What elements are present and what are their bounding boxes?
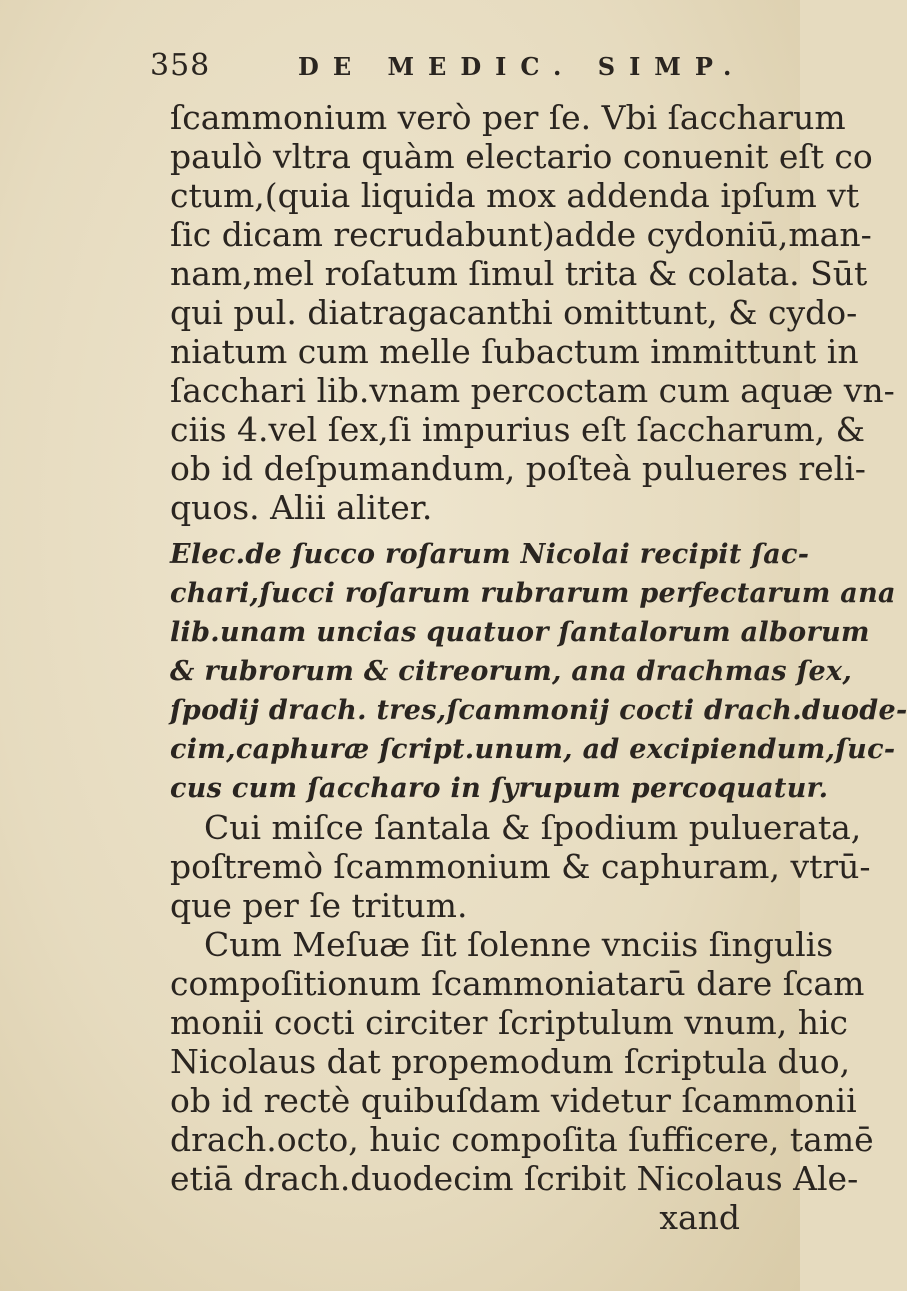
recipe-line: & rubrorum & citreorum, ana drachmas ſex, [170,656,853,687]
text-line: drach.octo, huic compoſita ſufficere, tamē [170,1120,874,1159]
spacer [170,527,770,535]
text-line: Cum Meſuæ ſit ſolenne vnciis ſingulis [204,925,834,964]
text-line: ctum,(quia liquida mox addenda ipſum vt [170,176,860,215]
paragraph-1 [170,98,895,527]
text-line: que per ſe tritum. [170,886,468,925]
text-line: Nicolaus dat propemodum ſcriptula duo, [170,1042,851,1081]
text-line: ſacchari lib.vnam percoctam cum aquæ vn- [170,371,895,410]
recipe-line: ſpodij drach. tres,ſcammonij cocti drach.duode- [170,695,907,726]
text-line: paulò vltra quàm electario conuenit eſt co [170,137,873,176]
page-header [150,48,746,88]
text-line: ob id deſpumandum, poſteà pulueres reli- [170,449,866,488]
recipe-paragraph [170,535,907,808]
text-line: poſtremò ſcammonium & caphuram, vtrū- [170,847,871,886]
running-title: DE MEDIC. SIMP. [298,52,746,81]
paragraph-2 [170,808,871,925]
body-text [170,98,907,1237]
text-line: etiā drach.duodecim ſcribit Nicolaus Ale- [170,1159,859,1198]
paragraph-3 [170,925,874,1198]
recipe-line: cim,caphuræ ſcript.unum, ad excipiendum,ſuc- [170,734,896,765]
text-line: compoſitionum ſcammoniatarū dare ſcam [170,964,865,1003]
text-line: ſic dicam recrudabunt)adde cydoniū,man- [170,215,872,254]
recipe-line: cus cum ſaccharo in ſyrupum percoquatur. [170,773,829,804]
recipe-line: Elec.de ſucco roſarum Nicolai recipit ſac- [170,539,810,570]
text-line: ob id rectè quibuſdam videtur ſcammonii [170,1081,857,1120]
recipe-line: lib.unam uncias quatuor ſantalorum alborum [170,617,870,648]
text-line: Cui miſce ſantala & ſpodium puluerata, [204,808,862,847]
recipe-line: chari,ſucci roſarum rubrarum perfectarum ana [170,578,896,609]
page-number: 358 [150,48,211,83]
text-line: nam,mel roſatum ſimul trita & colata. Sūt [170,254,868,293]
text-line: ſcammonium verò per ſe. Vbi ſaccharum [170,98,846,137]
text-line: quos. Alii aliter. [170,488,433,527]
text-line: niatum cum melle ſubactum immittunt in [170,332,859,371]
text-line: qui pul. diatragacanthi omittunt, & cydo- [170,293,858,332]
text-line: monii cocti circiter ſcriptulum vnum, hic [170,1003,849,1042]
catchword: xand [659,1198,740,1237]
text-line: ciis 4.vel ſex,ſi impurius eſt ſaccharum, & [170,410,865,449]
